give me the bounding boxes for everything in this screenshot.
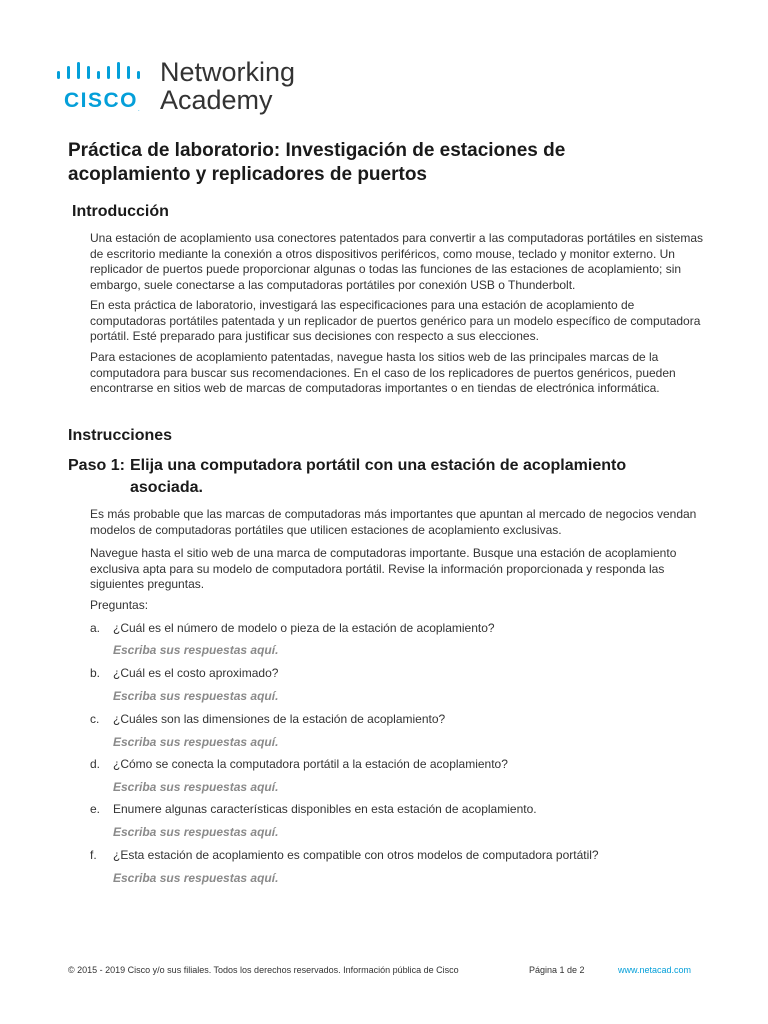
intro-paragraph-3: Para estaciones de acoplamiento patentadas, navegue hasta los sitios web de las principales marcas de la computadora para buscar sus recomendaciones. En el caso de los replicadores de puertos genéricos, pueden encontrarse en sitios web de marcas de computadoras importantes o en tiendas de electrónica informática. (90, 350, 676, 395)
step-title-line-2: asociada. (130, 479, 203, 496)
answer-field-d[interactable]: Escriba sus respuestas aquí. (113, 780, 279, 794)
step-title-line-1: Elija una computadora portátil con una estación de acoplamiento (130, 457, 627, 474)
intro-heading: Introducción (72, 203, 169, 220)
question-letter: a. (90, 621, 101, 635)
logo-line-networking: Networking (160, 57, 296, 87)
question-text: ¿Cuál es el costo aproximado? (113, 666, 279, 680)
answer-field-c[interactable]: Escriba sus respuestas aquí. (113, 735, 279, 749)
question-text: ¿Cuál es el número de modelo o pieza de la estación de acoplamiento? (113, 621, 495, 635)
question-d (90, 757, 710, 772)
question-letter: b. (90, 666, 101, 680)
question-letter: f. (90, 848, 97, 862)
step-paragraph-2: Navegue hasta el sitio web de una marca de computadoras importante. Busque una estación de acoplamiento exclusiva apta para su modelo de computadora portátil. Revise la información proporcionada y responda las siguientes preguntas. (90, 546, 677, 591)
question-b (90, 666, 710, 681)
question-text: Enumere algunas características disponibles en esta estación de acoplamiento. (113, 802, 537, 816)
question-e (90, 802, 710, 817)
logo-line-academy: Academy (160, 85, 273, 115)
question-letter: e. (90, 802, 101, 816)
question-text: ¿Cuáles son las dimensiones de la estación de acoplamiento? (113, 712, 446, 726)
question-f (90, 848, 710, 863)
question-text: ¿Cómo se conecta la computadora portátil a la estación de acoplamiento? (113, 757, 508, 771)
logo-academy-text (160, 58, 295, 114)
instructions-heading: Instrucciones (68, 427, 173, 444)
answer-field-e[interactable]: Escriba sus respuestas aquí. (113, 825, 279, 839)
footer-netacad-link[interactable]: www.netacad.com (618, 965, 692, 975)
answer-field-a[interactable]: Escriba sus respuestas aquí. (113, 643, 279, 657)
question-text: ¿Esta estación de acoplamiento es compatible con otros modelos de computadora portátil? (113, 848, 599, 862)
footer-page-number: Página 1 de 2 (529, 965, 585, 975)
question-c (90, 712, 710, 727)
cisco-wordmark: CISCO. (64, 89, 140, 113)
step-number: Paso 1: (68, 457, 125, 474)
question-letter: c. (90, 712, 100, 726)
answer-field-f[interactable]: Escriba sus respuestas aquí. (113, 871, 279, 885)
step-paragraph-1: Es más probable que las marcas de computadoras más importantes que apuntan al mercado de negocios vendan modelos de computadoras portátiles que utilicen estaciones de acoplamiento exclusivas. (90, 507, 697, 537)
step-1-title (68, 455, 708, 499)
question-a (90, 621, 710, 636)
footer-copyright: © 2015 - 2019 Cisco y/o sus filiales. Todos los derechos reservados. Información pública de Cisco (68, 965, 459, 975)
cisco-bars-icon (54, 62, 144, 82)
intro-paragraph-2: En esta práctica de laboratorio, investigará las especificaciones para una estación de acoplamiento de computadoras portátiles patentada y un replicador de puertos genérico para un modelo específico de computadora portátil. Esté preparado para justificar sus decisiones con respecto a sus elecciones. (90, 298, 701, 343)
questions-label: Preguntas: (90, 598, 149, 612)
intro-paragraph-1: Una estación de acoplamiento usa conectores patentados para convertir a las computadoras portátiles en sistemas de escritorio mediante la conexión a otros dispositivos periféricos, como mouse, teclado y monitor externo. Un replicador de puertos puede proporcionar algunas o todas las funciones de las estaciones de acoplamiento; sin embargo, suele conectarse a las computadoras portátiles por conexión USB o Thunderbolt. (90, 231, 704, 292)
answer-field-b[interactable]: Escriba sus respuestas aquí. (113, 689, 279, 703)
question-letter: d. (90, 757, 101, 771)
document-title: Práctica de laboratorio: Investigación de estaciones de acoplamiento y replicadores de puertos (68, 140, 566, 185)
